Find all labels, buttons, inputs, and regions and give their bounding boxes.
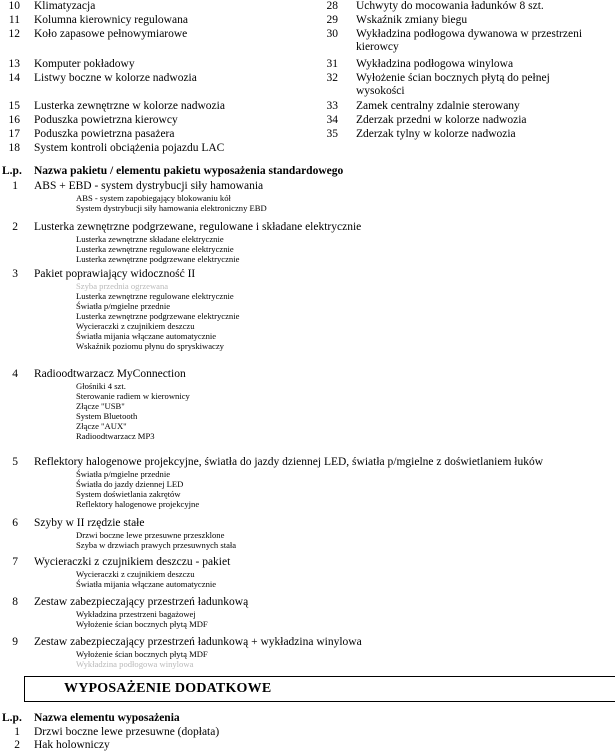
package-item: Lusterka zewnętrzne podgrzewane elektrycznie [76, 311, 240, 321]
package-item: Wskaźnik poziomu płynu do spryskiwaczy [76, 341, 224, 351]
item-number: 30 [326, 28, 338, 40]
package-item: Światła mijania włączane automatycznie [76, 331, 217, 341]
item-number: 10 [8, 0, 20, 12]
package-item: Wyłożenie ścian bocznych płytą MDF [76, 649, 208, 659]
item-number: 11 [8, 14, 20, 26]
package-item: System doświetlania zakrętów [76, 489, 181, 499]
item-number: 18 [8, 142, 20, 154]
item-label: Poduszka powietrzna kierowcy [34, 114, 178, 126]
item-label: Zderzak przedni w kolorze nadwozia [356, 114, 527, 126]
package-number: 8 [12, 596, 18, 608]
package-number: 5 [12, 456, 18, 468]
item-number: 29 [326, 14, 338, 26]
item-label: Wykładzina podłogowa winylowa [356, 58, 514, 70]
item-number: 32 [326, 72, 338, 84]
package-item: System Bluetooth [76, 411, 138, 421]
item-number: 33 [326, 100, 338, 112]
item-label: Hak holowniczy [34, 739, 110, 751]
item-label: Zamek centralny zdalnie sterowany [356, 100, 520, 112]
item-number: 1 [14, 726, 20, 738]
package-number: 3 [12, 268, 18, 280]
item-label: Komputer pokładowy [34, 58, 135, 70]
item-label: Koło zapasowe pełnowymiarowe [34, 28, 188, 40]
package-number: 2 [12, 221, 18, 233]
package-item: Lusterka zewnętrzne regulowane elektrycznie [76, 291, 234, 301]
package-item: Lusterka zewnętrzne regulowane elektrycznie [76, 244, 234, 254]
package-item: Wyłożenie ścian bocznych płytą MDF [76, 619, 208, 629]
item-label: Wskaźnik zmiany biegu [356, 14, 468, 26]
package-title: ABS + EBD - system dystrybucji siły hamowania [34, 180, 264, 192]
package-title: Lusterka zewnętrzne podgrzewane, regulowane i składane elektrycznie [34, 221, 362, 233]
item-number: 14 [8, 72, 20, 84]
item-label: Drzwi boczne lewe przesuwne (dopłata) [34, 726, 220, 738]
item-number: 28 [326, 0, 338, 12]
item-label: Uchwyty do mocowania ładunków 8 szt. [356, 0, 544, 12]
package-item: Reflektory halogenowe projekcyjne [76, 499, 200, 509]
item-number: 35 [326, 128, 338, 140]
item-number: 12 [8, 28, 20, 40]
package-item: Wykładzina przestrzeni bagażowej [76, 609, 196, 619]
package-title: Pakiet poprawiający widoczność II [34, 268, 196, 280]
package-item: Złącze "AUX" [76, 421, 127, 431]
package-item: Światła p/mgielne przednie [76, 301, 171, 311]
package-item: Złącze "USB" [76, 401, 125, 411]
package-title: Reflektory halogenowe projekcyjne, światła do jazdy dziennej LED, światła p/mgielne z doświetlaniem łuków [34, 456, 544, 468]
item-number: 31 [326, 58, 338, 70]
package-item: Wykładzina podłogowa winylowa [76, 659, 194, 669]
package-item: Lusterka zewnętrzne podgrzewane elektrycznie [76, 254, 240, 264]
item-label: Wykładzina podłogowa dywanowa w przestrzeni kierowcy [356, 28, 583, 53]
package-number: 1 [12, 180, 18, 192]
item-label: Zderzak tylny w kolorze nadwozia [356, 128, 516, 140]
package-item: Lusterka zewnętrzne składane elektrycznie [76, 234, 224, 244]
item-number: 15 [8, 100, 20, 112]
package-title: Zestaw zabezpieczający przestrzeń ładunkową [34, 596, 249, 608]
package-number: 4 [12, 368, 18, 380]
package-item: Światła mijania włączane automatycznie [76, 579, 217, 589]
item-label: Kolumna kierownicy regulowana [34, 14, 188, 26]
package-item: Szyba przednia ogrzewana [76, 281, 169, 291]
package-title: Wycieraczki z czujnikiem deszczu - pakiet [34, 556, 231, 568]
item-number: 17 [8, 128, 20, 140]
package-title: Zestaw zabezpieczający przestrzeń ładunkową + wykładzina winylowa [34, 636, 362, 648]
package-item: Sterowanie radiem w kierownicy [76, 391, 190, 401]
package-number: 9 [12, 636, 18, 648]
package-item: Głośniki 4 szt. [76, 381, 126, 391]
item-number: 34 [326, 114, 338, 126]
package-number: 7 [12, 556, 18, 568]
item-label: Listwy boczne w kolorze nadwozia [34, 72, 197, 84]
package-item: Światła p/mgielne przednie [76, 469, 171, 479]
package-item: Radioodtwarzacz MP3 [76, 431, 155, 441]
item-label: Lusterka zewnętrzne w kolorze nadwozia [34, 100, 225, 112]
item-label: System kontroli obciążenia pojazdu LAC [34, 142, 225, 154]
package-title: Szyby w II rzędzie stałe [34, 517, 145, 529]
package-title: Radioodtwarzacz MyConnection [34, 368, 186, 380]
item-label: Poduszka powietrzna pasażera [34, 128, 175, 140]
package-item: Wycieraczki z czujnikiem deszczu [76, 321, 195, 331]
package-item: Światła do jazdy dziennej LED [76, 479, 184, 489]
item-label: Klimatyzacja [34, 0, 96, 12]
item-number: 2 [14, 739, 20, 751]
package-item: Wycieraczki z czujnikiem deszczu [76, 569, 195, 579]
package-item: System dystrybucji siły hamowania elektroniczny EBD [76, 203, 267, 213]
item-number: 13 [8, 58, 20, 70]
extras-header-title: Nazwa elementu wyposażenia [34, 712, 180, 724]
package-item: Szyba w drzwiach prawych przesuwnych stała [76, 540, 237, 550]
package-item: Drzwi boczne lewe przesuwne przeszklone [76, 530, 225, 540]
item-number: 16 [8, 114, 20, 126]
extras-header-lp: L.p. [2, 712, 22, 724]
package-number: 6 [12, 517, 18, 529]
packages-header-lp: L.p. [2, 165, 22, 177]
package-item: ABS - system zapobiegający blokowaniu kół [76, 193, 231, 203]
section-title: WYPOSAŻENIE DODATKOWE [64, 681, 272, 696]
packages-header-title: Nazwa pakietu / elementu pakietu wyposażenia standardowego [34, 165, 344, 177]
item-label: Wyłożenie ścian bocznych płytą do pełnej wysokości [356, 72, 550, 97]
